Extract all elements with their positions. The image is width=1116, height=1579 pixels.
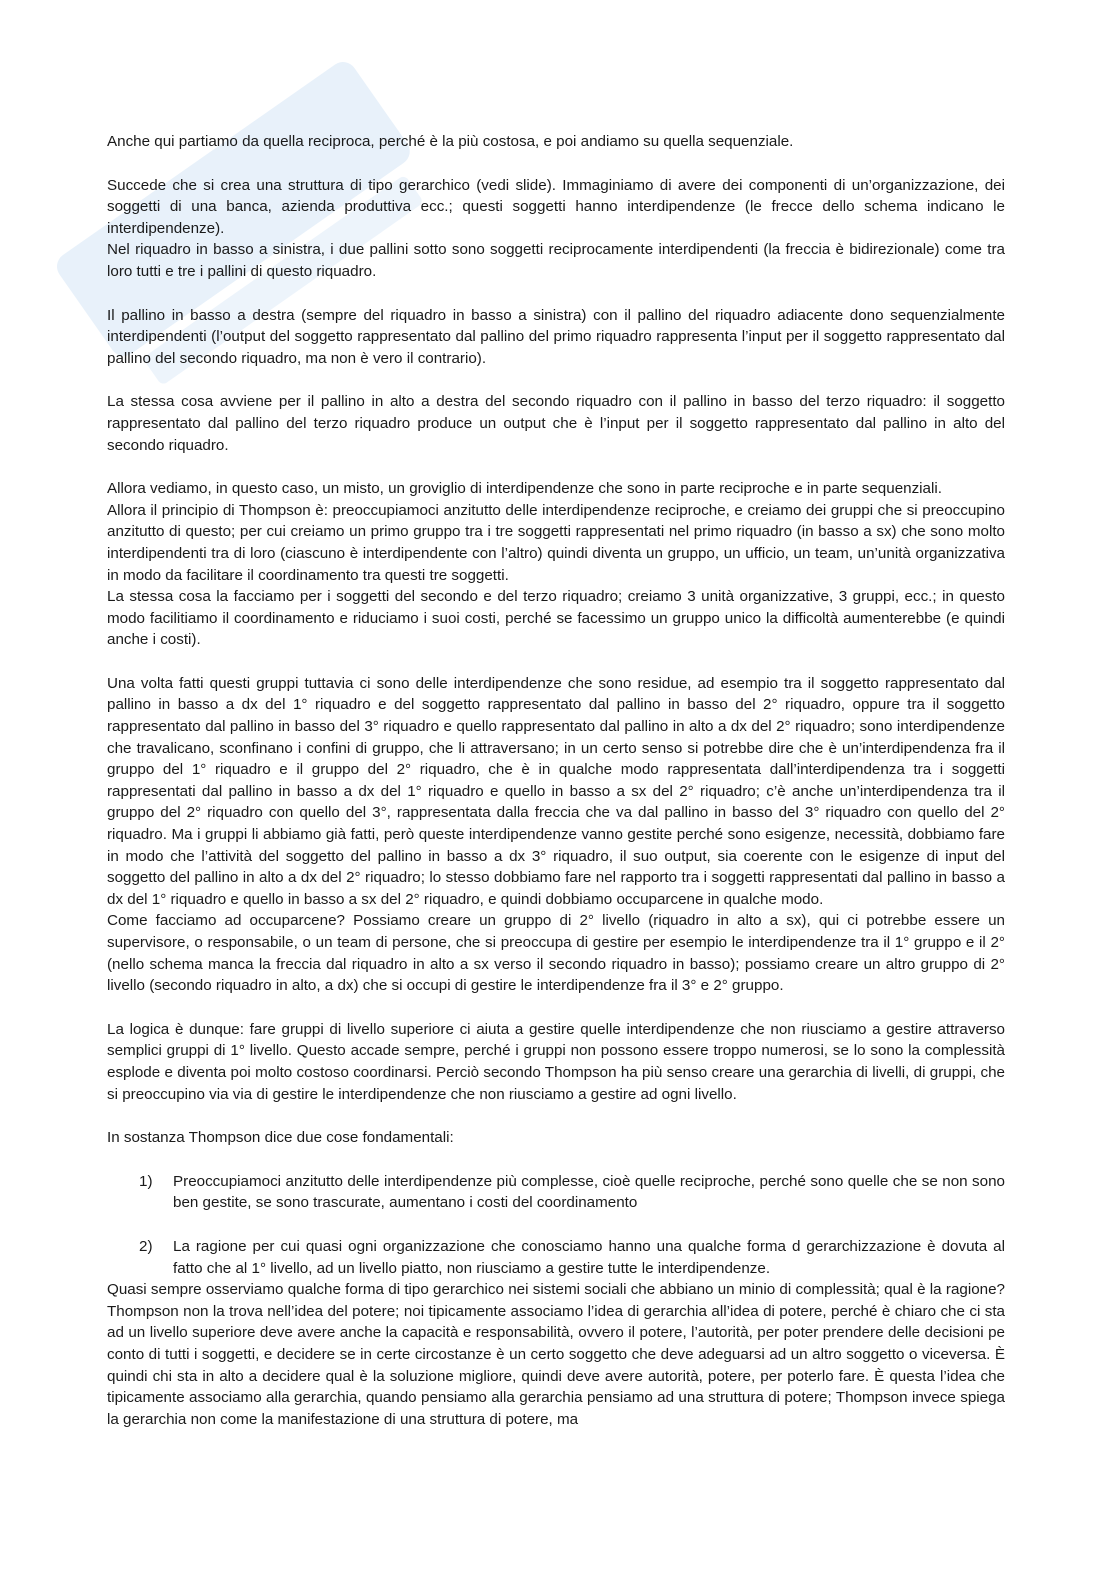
paragraph: Allora vediamo, in questo caso, un misto, un groviglio di interdipendenze che sono in parte reciproche e in parte sequenziali.	[107, 480, 942, 498]
list-item-number: 1)	[139, 1172, 153, 1190]
paragraph: La logica è dunque: fare gruppi di livello superiore ci aiuta a gestire quelle interdipendenze che non riusciamo a gestire attraverso semplici gruppi di 1° livello. Questo accade sempre, perché i gruppi non possono essere troppo numerosi, se lo sono la complessità esplode e diventa poi molto costoso coordinarsi. Perciò secondo Thompson ha più senso creare una gerarchia di livelli, di gruppi, che si preoccupino via via di gestire le interdipendenze che non riusciamo a gestire ad ogni livello.	[107, 1020, 1005, 1103]
paragraph: Allora il principio di Thompson è: preoccupiamoci anzitutto delle interdipendenze reciproche, e creiamo dei gruppi che si preoccupino anzitutto di questo; per cui creiamo un primo gruppo tra i tre soggetti rappresentati nel primo riquadro (in basso a sx) che sono molto interdipendenti tra di loro (ciascuno è interdipendente con l’altro) quindi diventa un gruppo, un ufficio, un team, un’unità organizzativa in modo da facilitare il coordinamento tra questi tre soggetti.	[107, 501, 1005, 584]
paragraph: La stessa cosa la facciamo per i soggetti del secondo e del terzo riquadro; creiamo 3 unità organizzative, 3 gruppi, ecc.; in questo modo facilitiamo il coordinamento e riduciamo i suoi costi, perché se facessimo un gruppo unico la difficoltà aumenterebbe (e quindi anche i costi).	[107, 588, 1005, 649]
paragraph: Il pallino in basso a destra (sempre del riquadro in basso a sinistra) con il pallino del riquadro adiacente dono sequenzialmente interdipendenti (l’output del soggetto rappresentato dal pallino del primo riquadro rappresenta l’input per il soggetto rappresentato dal pallino del secondo riquadro, ma non è vero il contrario).	[107, 306, 1005, 367]
paragraph: Nel riquadro in basso a sinistra, i due pallini sotto sono soggetti reciprocamente interdipendenti (la freccia è bidirezionale) come tra loro tutti e tre i pallini di questo riquadro.	[107, 241, 1005, 280]
paragraph: La stessa cosa avviene per il pallino in alto a destra del secondo riquadro con il pallino in basso del terzo riquadro: il soggetto rappresentato dal pallino del terzo riquadro produce un output che è l’input per il soggetto rappresentato dal pallino in alto del secondo riquadro.	[107, 393, 1005, 454]
list-item	[107, 1171, 1005, 1214]
closing-paragraph: Quasi sempre osserviamo qualche forma di tipo gerarchico nei sistemi sociali che abbiano un minio di complessità; qual è la ragione? Thompson non la trova nell’idea del potere; noi tipicamente associamo l’idea di gerarchia all’idea di potere, perché è chiaro che ci sta ad un livello superiore deve avere anche la capacità e responsabilità, ovvero il potere, l’autorità, per poter prendere delle decisioni pe conto di tutti i soggetti, e decidere se in certe circostanze è un certo soggetto che deve adeguarsi ad un altro soggetto o viceversa. È quindi chi sta in alto a decidere qual è la soluzione migliore, quindi deve avere autorità, potere, per poterlo fare. È questa l’idea che tipicamente associamo alla gerarchia, quando pensiamo alla gerarchia pensiamo ad una struttura di potere; Thompson invece spiega la gerarchia non come la manifestazione di una struttura di potere, ma	[107, 1281, 1005, 1428]
list-item-number: 2)	[139, 1237, 153, 1255]
list-item-text: Preoccupiamoci anzitutto delle interdipendenze più complesse, cioè quelle reciproche, perché sono quelle che se non sono ben gestite, se sono trascurate, aumentano i costi del coordinamento	[173, 1172, 1005, 1212]
list-item-text: La ragione per cui quasi ogni organizzazione che conosciamo hanno una qualche forma d gerarchizzazione è dovuta al fatto che al 1° livello, ad un livello piatto, non riusciamo a gestire tutte le interdipendenze.	[173, 1237, 1005, 1277]
paragraph: Come facciamo ad occuparcene? Possiamo creare un gruppo di 2° livello (riquadro in alto a sx), qui ci potrebbe essere un supervisore, o responsabile, o un team di persone, che si preoccupa di gestire per esempio le interdipendenze tra il 1° gruppo e il 2° (nello schema manca la freccia dal riquadro in alto a sx verso il secondo riquadro in basso); possiamo creare un altro gruppo di 2° livello (secondo riquadro in alto, a dx) che si occupi di gestire le interdipendenze fra il 3° e 2° gruppo.	[107, 912, 1005, 995]
paragraph: Una volta fatti questi gruppi tuttavia ci sono delle interdipendenze che sono residue, ad esempio tra il soggetto rappresentato dal pallino in basso a dx del 1° riquadro e del soggetto rappresentato dal pallino in basso del 2° riquadro, oppure tra il soggetto rappresentato dal pallino in basso del 3° riquadro e quello rappresentato dal pallino in alto a dx del 2° riquadro; sono interdipendenze che travalicano, sconfinano i confini di gruppo, che li attraversano; in un certo senso si potrebbe dire che è un’interdipendenza fra il gruppo del 1° riquadro e il gruppo del 2° riquadro, che è in qualche modo rappresentata dall’interdipendenza tra i soggetti rappresentati dal pallino in basso a dx del 1° riquadro e quello in basso a sx del 2° riquadro; c’è anche un’interdipendenza tra il gruppo del 2° riquadro con quello del 3°, rappresentata dalla freccia che va dal pallino in basso del 3° riquadro con quello del 2° riquadro. Ma i gruppi li abbiamo già fatti, però queste interdipendenze vanno gestite perché sono esigenze, necessità, dobbiamo fare in modo che l’attività del soggetto del pallino in basso a dx 3° riquadro, il suo output, sia coerente con le esigenze di input del soggetto del pallino in alto a dx del 2° riquadro; lo stesso dobbiamo fare nel rapporto tra i soggetti rappresentati dal pallino in basso a dx del 1° riquadro e quello in basso a sx del 2° riquadro, e quindi dobbiamo occuparcene in qualche modo.	[107, 674, 1005, 908]
list-item	[107, 1236, 1005, 1279]
paragraph: In sostanza Thompson dice due cose fondamentali:	[107, 1129, 454, 1147]
document-body	[107, 131, 1005, 1430]
paragraph: Anche qui partiamo da quella reciproca, perché è la più costosa, e poi andiamo su quella sequenziale.	[107, 133, 794, 150]
paragraph: Succede che si crea una struttura di tipo gerarchico (vedi slide). Immaginiamo di avere dei componenti di un’organizzazione, dei soggetti di una banca, azienda produttiva ecc.; questi soggetti hanno interdipendenze (le frecce dello schema indicano le interdipendenze).	[107, 176, 1005, 237]
numbered-list	[107, 1171, 1005, 1279]
